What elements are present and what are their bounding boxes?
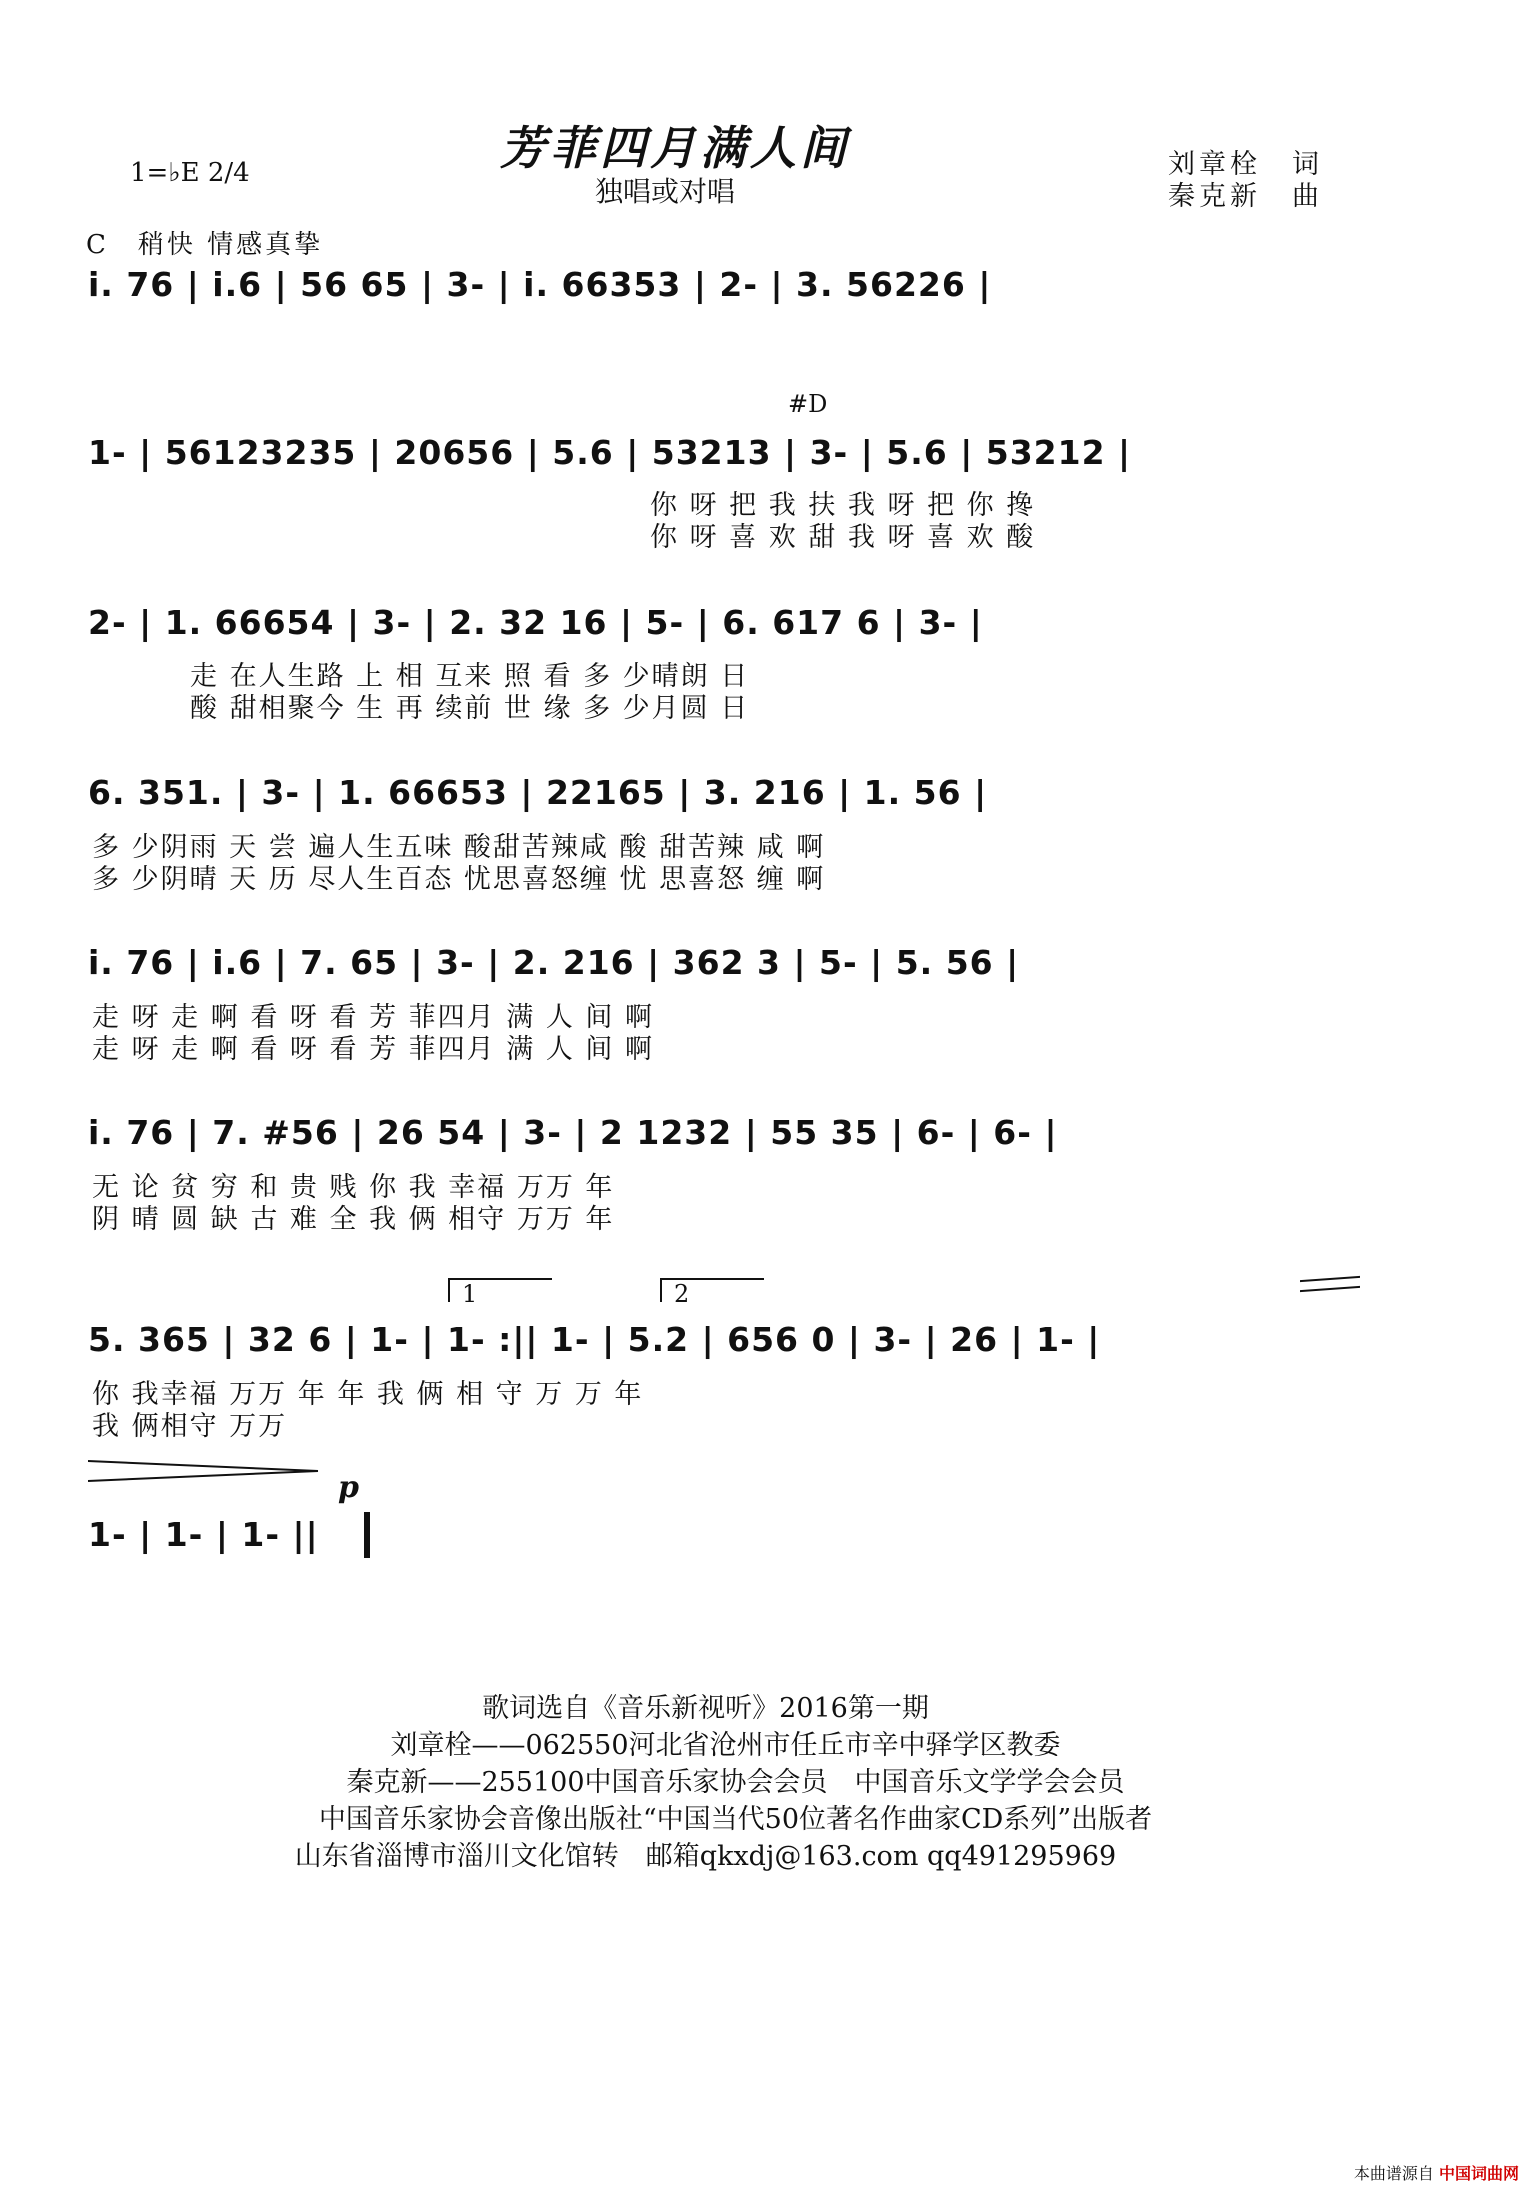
dynamic-piano-mark: p xyxy=(338,1470,359,1505)
lyrics-line-6-verse-2: 阴 晴 圆 缺 古 难 全 我 俩 相守 万万 年 xyxy=(92,1204,615,1235)
volta-2-label: 2 xyxy=(674,1280,690,1308)
footer-line-3: 秦克新——255100中国音乐家协会会员 中国音乐文学学会会员 xyxy=(346,1767,1125,1798)
source-label: 本曲谱源自 xyxy=(1353,2164,1434,2183)
volta-1-label: 1 xyxy=(462,1280,478,1308)
key-signature: 1=♭E 2/4 xyxy=(130,158,250,188)
source-site-link[interactable]: 中国词曲网 xyxy=(1438,2164,1519,2183)
lyrics-line-5-verse-2: 走 呀 走 啊 看 呀 看 芳 菲四月 满 人 间 啊 xyxy=(92,1034,654,1065)
notation-line-1: i. 76 | i.6 | 56 65 | 3- | i. 66353 | 2- | 3. 56226 | xyxy=(88,265,992,304)
lyricist-credit: 刘章栓 词 xyxy=(1168,149,1323,180)
footer-line-4: 中国音乐家协会音像出版社“中国当代50位著名作曲家CD系列”出版者 xyxy=(318,1804,1153,1835)
lyrics-line-2-verse-1: 你 呀 把 我 扶 我 呀 把 你 搀 xyxy=(650,490,1036,521)
notation-line-8: 1- | 1- | 1- || xyxy=(88,1515,319,1554)
modulation-mark: #D xyxy=(788,390,828,418)
lyrics-line-5-verse-1: 走 呀 走 啊 看 呀 看 芳 菲四月 满 人 间 啊 xyxy=(92,1002,654,1033)
composer-credit: 秦克新 曲 xyxy=(1168,181,1323,212)
final-barline xyxy=(364,1512,370,1558)
source-watermark xyxy=(1354,2161,1519,2184)
decrescendo-hairpin-a xyxy=(1300,1276,1360,1292)
notation-line-5: i. 76 | i.6 | 7. 65 | 3- | 2. 216 | 362 3 | 5- | 5. 56 | xyxy=(88,943,1020,982)
notation-line-6: i. 76 | 7. #56 | 26 54 | 3- | 2 1232 | 55 35 | 6- | 6- | xyxy=(88,1113,1058,1152)
decrescendo-hairpin-b xyxy=(88,1455,328,1485)
lyrics-line-4-verse-1: 多 少阴雨 天 尝 遍人生五味 酸甜苦辣咸 酸 甜苦辣 咸 啊 xyxy=(92,832,826,863)
lyrics-line-2-verse-2: 你 呀 喜 欢 甜 我 呀 喜 欢 酸 xyxy=(650,522,1036,553)
lyrics-line-6-verse-1: 无 论 贫 穷 和 贵 贱 你 我 幸福 万万 年 xyxy=(92,1172,615,1203)
footer-credits xyxy=(0,1690,1531,1875)
volta-1-bracket xyxy=(448,1278,552,1308)
lyrics-line-7-verse-2: 我 俩相守 万万 xyxy=(92,1411,288,1442)
notation-line-2: 1- | 56123235 | 20656 | 5.6 | 53213 | 3- | 5.6 | 53212 | xyxy=(88,433,1132,472)
lyrics-line-3-verse-1: 走 在人生路 上 相 互来 照 看 多 少晴朗 日 xyxy=(190,661,750,692)
footer-line-2: 刘章栓——062550河北省沧州市任丘市辛中驿学区教委 xyxy=(390,1730,1061,1761)
notation-line-4: 6. 351. | 3- | 1. 66653 | 22165 | 3. 216 | 1. 56 | xyxy=(88,773,988,812)
notation-line-3: 2- | 1. 66654 | 3- | 2. 32 16 | 5- | 6. 617 6 | 3- | xyxy=(88,603,983,642)
lyrics-line-3-verse-2: 酸 甜相聚今 生 再 续前 世 缘 多 少月圆 日 xyxy=(190,693,750,724)
lyrics-line-4-verse-2: 多 少阴晴 天 历 尽人生百态 忧思喜怒缠 忧 思喜怒 缠 啊 xyxy=(92,864,826,895)
song-title: 芳菲四月满人间 xyxy=(500,121,850,175)
song-subtitle: 独唱或对唱 xyxy=(595,175,736,208)
tempo-marking: C 稍快 情感真挚 xyxy=(86,230,324,260)
footer-line-5: 山东省淄博市淄川文化馆转 邮箱qkxdj@163.com qq491295969 xyxy=(294,1841,1117,1872)
lyrics-line-7-verse-1: 你 我幸福 万万 年 年 我 俩 相 守 万 万 年 xyxy=(92,1379,644,1410)
footer-line-1: 歌词选自《音乐新视听》2016第一期 xyxy=(482,1693,929,1724)
volta-2-bracket xyxy=(660,1278,764,1308)
notation-line-7: 5. 365 | 32 6 | 1- | 1- :|| 1- | 5.2 | 656 0 | 3- | 26 | 1- | xyxy=(88,1320,1101,1359)
